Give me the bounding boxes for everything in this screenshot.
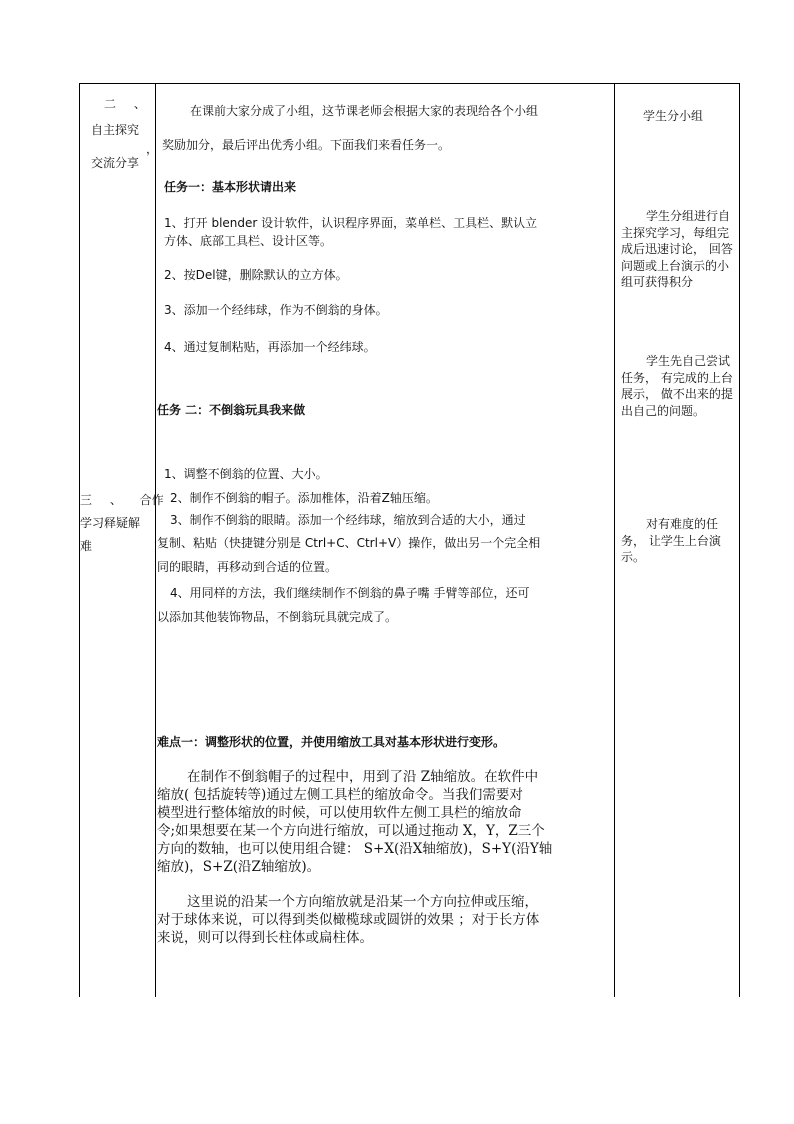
task2-step3-c: 同的眼睛，再移动到合适的位置。: [157, 560, 338, 574]
difficulty-para2-line2: 对于球体来说，可以得到类似橄榄球或圆饼的效果 ；对于长方体: [157, 912, 540, 928]
section-3-number: 三 、 合作: [80, 493, 164, 507]
intro-line-1: 在课前大家分成了小组，这节课老师会根据大家的表现给各个小组: [190, 104, 539, 118]
activity-note-4: 对有难度的任务， 让学生上台演示。: [621, 517, 721, 564]
table-divider-1: [155, 83, 156, 997]
task1-step1-a: 1、打开 blender 设计软件，认识程序界面，菜单栏、工具栏、默认立: [164, 216, 538, 230]
task2-step2: 2、制作不倒翁的帽子。添加椎体，沿着Z轴压缩。: [170, 491, 438, 505]
task1-step2: 2、按Del键，删除默认的立方体。: [164, 268, 348, 282]
comma-mark: ，: [146, 142, 159, 156]
activity-note-1: 学生分小组: [643, 109, 704, 123]
task1-step4: 4、通过复制粘贴，再添加一个经纬球。: [164, 340, 376, 354]
intro-line-2: 奖励加分，最后评出优秀小组。下面我们来看任务一。: [162, 138, 451, 152]
difficulty-para1-line4: 令;如果想要在某一个方向进行缩放，可以通过拖动 X，Y，Z三个: [157, 823, 545, 839]
section-2-title-a: 自主探究: [91, 123, 140, 137]
activity-note-2: 学生分组进行自主探究学习，每组完成后迅速讨论， 回答问题或上台演示的小组可获得积分: [621, 209, 733, 289]
table-top-border: [79, 83, 740, 84]
task1-title: 任务一：基本形状请出来: [164, 180, 297, 194]
activity-note-3: 学生先自己尝试任务， 有完成的上台展示， 做不出来的提出自己的问题。: [621, 354, 733, 418]
difficulty-para1-line2: 缩放( 包括旋转等)通过左侧工具栏的缩放命令。当我们需要对: [157, 787, 523, 803]
section-2-title-b: 交流分享: [91, 156, 140, 170]
task1-step1-b: 方体、底部工具栏、设计区等。: [164, 234, 333, 248]
difficulty-para1-line6: 缩放)，S+Z(沿Z轴缩放)。: [157, 859, 321, 875]
table-right-border: [739, 83, 740, 997]
task1-step3: 3、添加一个经纬球，作为不倒翁的身体。: [164, 303, 388, 317]
task2-step4-a: 4、用同样的方法，我们继续制作不倒翁的鼻子嘴 手臂等部位，还可: [170, 586, 530, 600]
difficulty-title: 难点一：调整形状的位置，并使用缩放工具对基本形状进行变形。: [157, 735, 506, 749]
task2-title: 任务 二：不倒翁玩具我来做: [157, 403, 306, 417]
task2-step4-b: 以添加其他装饰物品，不倒翁玩具就完成了。: [157, 610, 398, 624]
difficulty-para2-line1: 这里说的沿某一个方向缩放就是沿某一个方向拉伸或压缩，: [187, 894, 538, 910]
difficulty-para1-line5: 方向的数轴，也可以使用组合键： S+X(沿X轴缩放)，S+Y(沿Y轴: [157, 841, 553, 857]
task2-step1: 1、调整不倒翁的位置、大小。: [164, 467, 328, 481]
difficulty-para1-line3: 模型进行整体缩放的时候，可以使用软件左侧工具栏的缩放命: [157, 805, 522, 821]
difficulty-para2-line3: 来说，则可以得到长柱体或扁柱体。: [157, 930, 373, 946]
section-3-title-b: 难: [80, 539, 93, 553]
section-2-number: 二 、: [104, 97, 146, 111]
section-3-title-a: 学习释疑解: [80, 516, 141, 530]
task2-step3-a: 3、制作不倒翁的眼睛。添加一个经纬球，缩放到合适的大小，通过: [170, 513, 526, 527]
task2-step3-b: 复制、粘贴（快捷键分别是 Ctrl+C、Ctrl+V）操作，做出另一个完全相: [157, 536, 541, 550]
table-divider-2: [614, 83, 615, 997]
difficulty-para1-line1: 在制作不倒翁帽子的过程中，用到了沿 Z轴缩放。在软件中: [187, 769, 539, 785]
